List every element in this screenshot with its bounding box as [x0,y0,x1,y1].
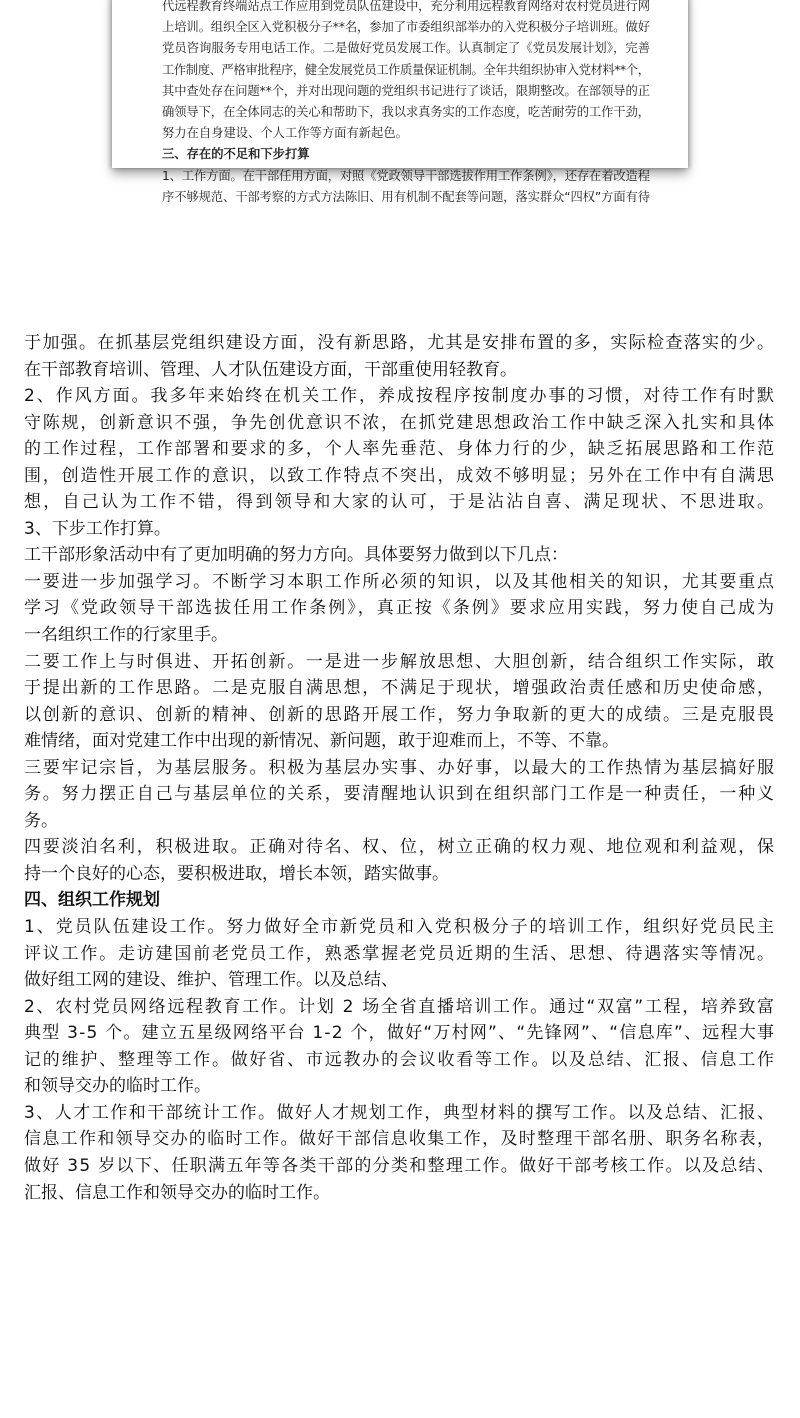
text-line: 其中查处存在问题**个，并对出现问题的党组织书记进行了谈话，限期整改。在部领导的正 [162,83,650,98]
text-line: 在干部教育培训、管理、人才队伍建设方面，干部重使用轻教育。 [24,359,517,380]
text-line: 二要工作上与时俱进、开拓创新。一是进一步解放思想、大胆创新，结合组织工作实际，敢 [24,651,776,672]
text-line: 一要进一步加强学习。不断学习本职工作所必须的知识，以及其他相关的知识，尤其要重点 [24,571,776,592]
text-line: 学习《党政领导干部选拔任用工作条例》，真正按《条例》要求应用实践，努力使自己成为 [24,598,777,619]
text-line: 务。 [24,810,58,831]
text-line: 典型 3-5 个。建立五星级网络平台 1-2 个，做好“万村网”、“先锋网”、“信息库”、远程大事 [24,1023,776,1044]
text-line: 守陈规，创新意识不强，争先创优意识不浓，在抓党建思想政治工作中缺乏深入扎实和具体 [24,412,776,433]
text-line: 四要淡泊名利，积极进取。正确对待名、权、位，树立正确的权力观、地位观和利益观，保 [24,837,776,858]
text-line: 3、人才工作和干部统计工作。做好人才规划工作，典型材料的撰写工作。以及总结、汇报、 [24,1102,776,1123]
text-line: 的工作过程，工作部署和要求的多，个人率先垂范、身体力行的少，缺乏拓展思路和工作范 [24,439,776,460]
text-line: 2、作风方面。我多年来始终在机关工作，养成按程序按制度办事的习惯，对待工作有时默 [24,386,776,407]
text-line: 于加强。在抓基层党组织建设方面，没有新思路，尤其是安排布置的多，实际检查落实的少。 [24,333,776,353]
text-line: 务。努力摆正自己与基层单位的关系，要清醒地认识到在组织部门工作是一种责任，一种义 [24,784,776,805]
text-line: 序不够规范、干部考察的方式方法陈旧、用有机制不配套等问题，落实群众“四权”方面有待 [162,189,650,204]
text-line: 1、工作方面。在干部任用方面，对照《党政领导干部选拔作用工作条例》，还存在着改造程 [162,168,650,183]
text-line: 和领导交办的临时工作。 [24,1076,211,1097]
text-line: 1、党员队伍建设工作。努力做好全市新党员和入党积极分子的培训工作，组织好党员民主 [24,917,776,938]
text-line: 围，创造性开展工作的意识，以致工作特点不突出，成效不够明显；另外在工作中有自满思 [24,465,776,486]
section-heading: 三、存在的不足和下步打算 [162,147,310,162]
text-line: 上培训。组织全区入党积极分子**名，参加了市委组织部举办的入党积极分子培训班。做好 [162,20,650,35]
text-line: 代远程教育终端站点工作应用到党员队伍建设中，充分利用远程教育网络对农村党员进行网 [162,0,650,13]
text-line: 工干部形象活动中有了更加明确的努力方向。具体要努力做到以下几点： [24,545,568,566]
text-line: 难情绪，面对党建工作中出现的新情况、新问题，敢于迎难而上，不等、不靠。 [24,731,619,752]
text-line: 一名组织工作的行家里手。 [24,625,228,646]
text-line: 工作制度、严格审批程序，健全发展党员工作质量保证机制。全年共组织协审入党材料**个， [162,62,650,77]
section-heading: 四、组织工作规划 [24,890,160,911]
text-line: 信息工作和领导交办的临时工作。做好干部信息收集工作，及时整理干部名册、职务名称表， [24,1129,776,1150]
preview-text [162,0,652,208]
text-line: 党员咨询服务专用电话工作。二是做好党员发展工作。认真制定了《党员发展计划》，完善 [162,41,651,56]
text-line: 以创新的意识、创新的精神、创新的思路开展工作，努力争取新的更大的成绩。三是克服畏 [24,704,776,725]
text-line: 评议工作。走访建国前老党员工作，熟悉掌握老党员近期的生活、思想、待遇落实等情况。 [24,943,776,964]
text-line: 记的维护、整理等工作。做好省、市远教办的会议收看等工作。以及总结、汇报、信息工作 [24,1049,776,1070]
text-line: 三要牢记宗旨，为基层服务。积极为基层办实事、办好事，以最大的工作热情为基层搞好服 [24,757,776,778]
text-line: 汇报、信息工作和领导交办的临时工作。 [24,1182,330,1203]
text-line: 3、下步工作打算。 [24,518,171,539]
document-preview-card [112,0,688,204]
text-line: 想，自己认为工作不错，得到领导和大家的认可，于是沾沾自喜、满足现状、不思进取。 [24,492,777,513]
text-line: 做好组工网的建设、维护、管理工作。以及总结、 [24,970,398,991]
text-line: 2、农村党员网络远程教育工作。计划 2 场全省直播培训工作。通过“双富”工程，培养致富 [24,996,776,1017]
text-line: 于提出新的工作思路。二是克服自满思想，不满足于现状，增强政治责任感和历史使命感， [24,678,776,699]
text-line: 确领导下，在全体同志的关心和帮助下，我以求真务实的工作态度，吃苦耐劳的工作干劲， [162,104,650,119]
text-line: 做好 35 岁以下、任职满五年等各类干部的分类和整理工作。做好干部考核工作。以及总结、 [24,1155,776,1176]
document-body [24,330,780,1206]
text-line: 努力在自身建设、个人工作等方面有新起色。 [162,126,408,141]
text-line: 持一个良好的心态，要积极进取，增长本领，踏实做事。 [24,863,449,884]
